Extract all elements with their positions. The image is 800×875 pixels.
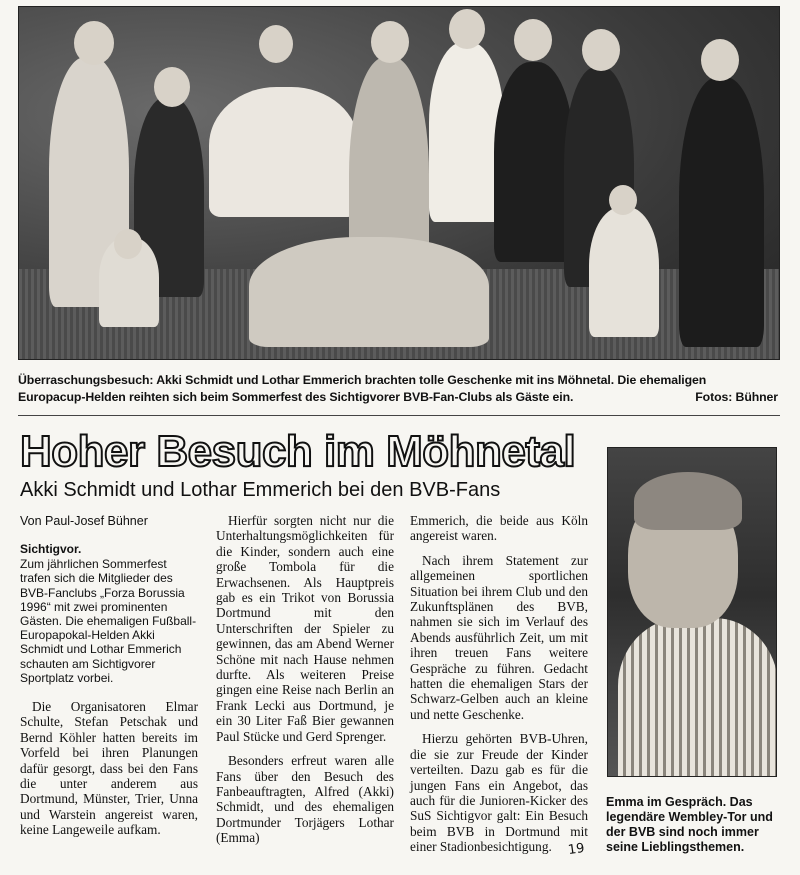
byline: Von Paul-Josef Bühner bbox=[20, 514, 148, 528]
group-photo bbox=[18, 6, 780, 360]
headline: Hoher Besuch im Möhnetal bbox=[20, 427, 576, 476]
photo-credit: Fotos: Bühner bbox=[695, 390, 778, 404]
portrait-shirt bbox=[618, 618, 777, 777]
photo-caption-line-2: Europacup-Helden reihten sich beim Sommerfest des Sichtigvorer BVB-Fan-Clubs als Gäste ein. bbox=[18, 390, 574, 404]
paragraph: Nach ihrem Statement zur allgemeinen sportlichen Situation bei ihrem Club und den Zukunftsplänen des BVB, nahmen sie sich im Verlauf des Abends ausführlich Zeit, um mit ihren treuen Fans weitere Gespräche zu führen. Gedacht hatten die ehemaligen Stars der Schwarz-Gelben auch an kleine und nette Geschenke. bbox=[410, 552, 588, 722]
photo-caption bbox=[18, 372, 780, 406]
intro-text: Zum jährlichen Sommerfest trafen sich die Mitglieder des BVB-Fanclubs „Forza Borussia 1996“ mit zwei prominenten Gästen. Die ehemaligen Fußball-Europapokal-Helden Akki Schmidt und Lothar Emmerich schauten am Sichtigvorer Sportplatz vorbei. bbox=[20, 557, 197, 685]
paragraph: Hierfür sorgten nicht nur die Unterhaltungsmöglichkeiten für die Kinder, sondern auch eine große Tombola für die Erwachsenen. Als Hauptpreis gab es ein Trikot von Borussia Dortmund mit den Unterschriften der Spieler zu gewinnen, das am Abend Werner Schöne mit nach Hause nehmen durfte. Als weiteren Preise gingen eine Reise nach Berlin an Frank Lecki aus Dortmund, je ein 30 Liter Faß Bier gewannen Paul Stücke und Gerd Sprenger. bbox=[216, 513, 394, 744]
dateline: Sichtigvor. bbox=[20, 542, 82, 556]
portrait-hair bbox=[634, 472, 742, 530]
article-column-2 bbox=[216, 513, 394, 855]
paragraph: Besonders erfreut waren alle Fans über den Besuch des Fanbeauftragten, Alfred (Akki) Schmidt, und des ehemaligen Dortmunder Torjägers Lothar (Emma) bbox=[216, 753, 394, 846]
photo-caption-line-1: Überraschungsbesuch: Akki Schmidt und Lothar Emmerich brachten tolle Geschenke mit ins Möhnetal. Die ehemaligen bbox=[18, 373, 707, 387]
article-intro bbox=[20, 542, 198, 685]
page-number: 19 bbox=[567, 840, 586, 859]
article-column-3 bbox=[410, 513, 588, 864]
portrait-photo bbox=[607, 447, 777, 777]
divider bbox=[18, 415, 780, 416]
paragraph: Die Organisatoren Elmar Schulte, Stefan Petschak und Bernd Köhler hatten bereits im Vorfeld bei ihren Planungen dafür gesorgt, dass bei den Fans die unter anderem aus Dortmund, Münster, Trier, Unna und Warstein angereist waren, keine Langeweile aufkam. bbox=[20, 699, 198, 838]
article-column-1 bbox=[20, 542, 198, 847]
paragraph: Emmerich, die beide aus Köln angereist waren. bbox=[410, 513, 588, 544]
paragraph: Hierzu gehörten BVB-Uhren, die sie zur Freude der Kinder verteilten. Dazu gab es für die jungen Fans ein Angebot, das auch für die Junioren-Kicker des SuS Sichtigvor galt: Ein Besuch beim BVB in Dortmund mit einer Stadionbesichtigung. bbox=[410, 731, 588, 855]
subheadline: Akki Schmidt und Lothar Emmerich bei den BVB-Fans bbox=[20, 479, 501, 501]
portrait-caption: Emma im Gespräch. Das legendäre Wembley-Tor und der BVB sind noch immer seine Lieblingsthemen. bbox=[606, 795, 773, 854]
